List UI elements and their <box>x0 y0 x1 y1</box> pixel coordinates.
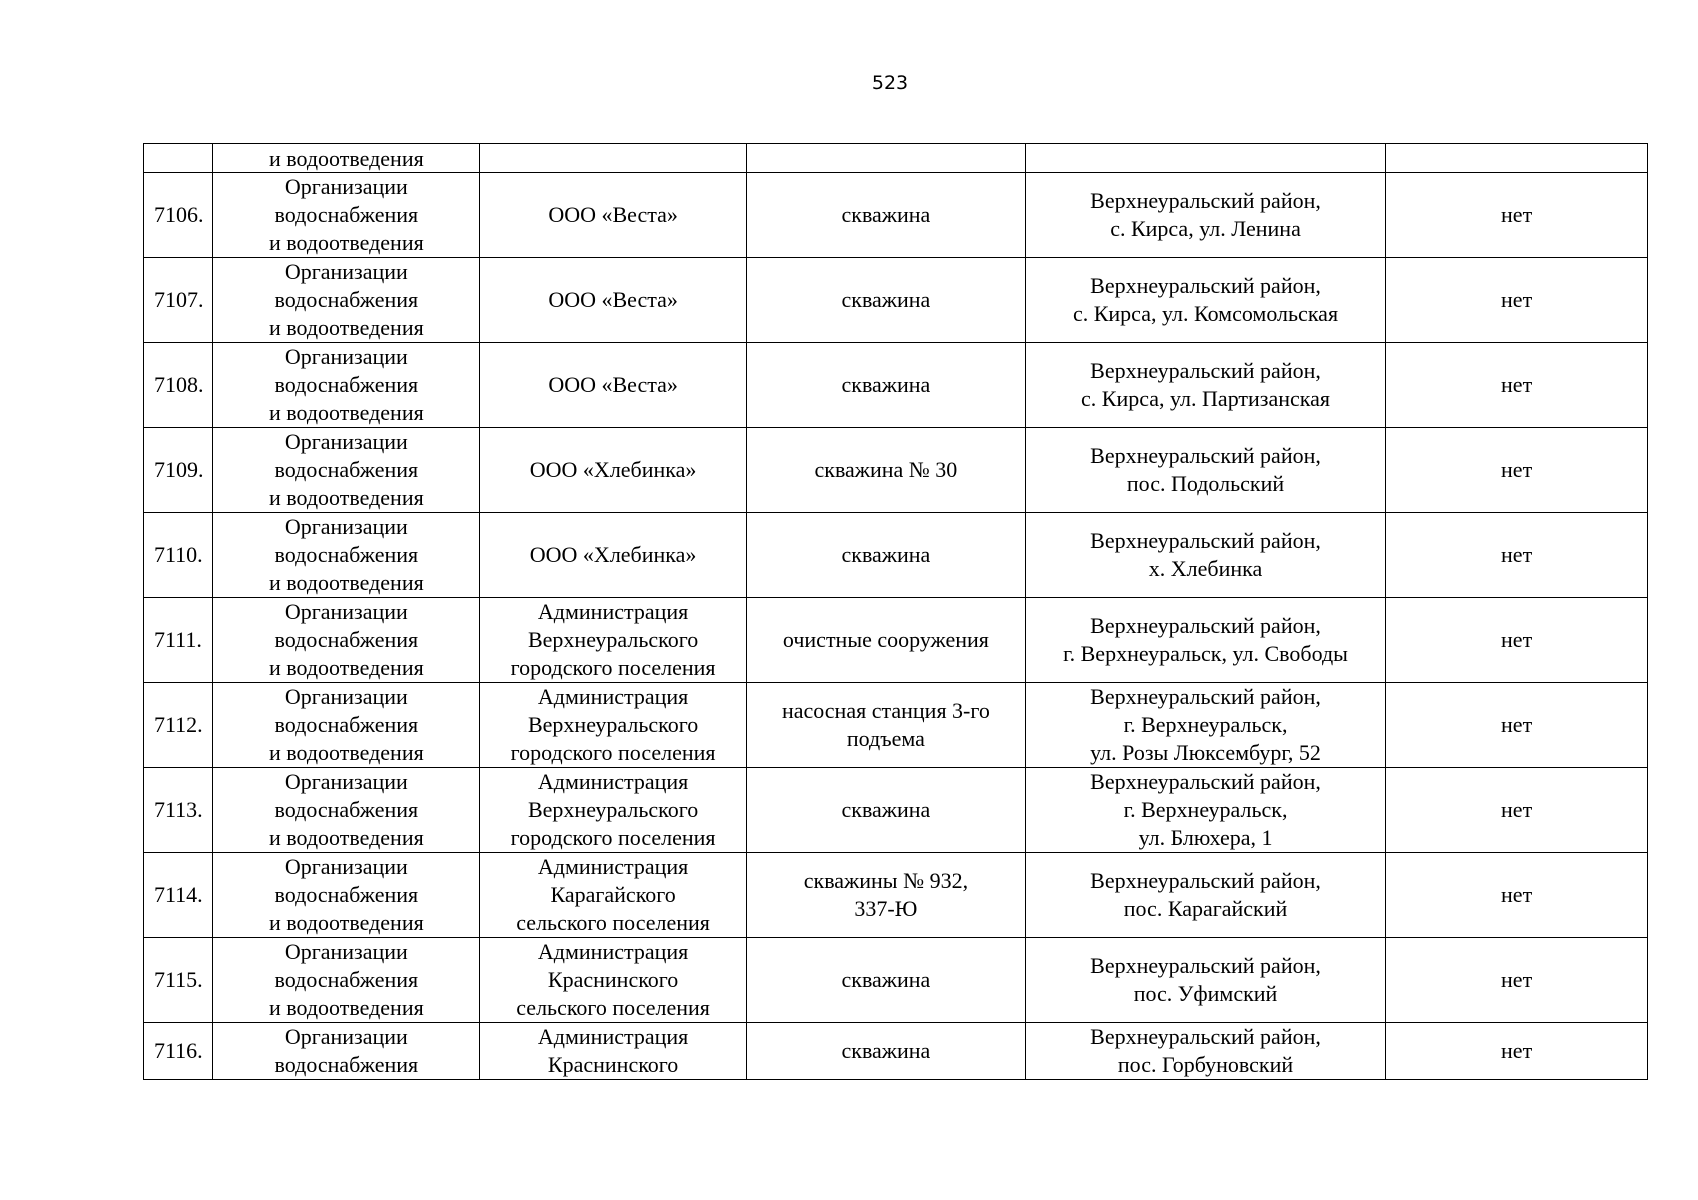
cell-address: Верхнеуральский район, с. Кирса, ул. Партизанская <box>1025 343 1385 428</box>
cell-category: Организации водоснабжения и водоотведения <box>213 853 480 938</box>
cell-address: Верхнеуральский район, пос. Карагайский <box>1025 853 1385 938</box>
table-row <box>144 938 1648 1023</box>
cell-status: нет <box>1386 1023 1648 1080</box>
cell-object: скважина <box>746 513 1025 598</box>
cell-organization: Администрация Краснинского сельского поселения <box>480 938 747 1023</box>
cell-category: Организации водоснабжения и водоотведения <box>213 938 480 1023</box>
table-row <box>144 768 1648 853</box>
cell-status: нет <box>1386 343 1648 428</box>
table-row <box>144 343 1648 428</box>
table-row <box>144 598 1648 683</box>
cell-number: 7107. <box>144 258 213 343</box>
cell-organization <box>480 144 747 173</box>
cell-number: 7106. <box>144 173 213 258</box>
cell-address: Верхнеуральский район, пос. Подольский <box>1025 428 1385 513</box>
cell-address <box>1025 144 1385 173</box>
cell-object: скважина <box>746 343 1025 428</box>
cell-status: нет <box>1386 258 1648 343</box>
cell-address: Верхнеуральский район, с. Кирса, ул. Ленина <box>1025 173 1385 258</box>
cell-status: нет <box>1386 938 1648 1023</box>
registry-table <box>143 143 1648 1080</box>
page-number: 523 <box>871 72 909 94</box>
cell-object: скважина <box>746 1023 1025 1080</box>
cell-category: и водоотведения <box>213 144 480 173</box>
cell-organization: ООО «Веста» <box>480 258 747 343</box>
table-row <box>144 513 1648 598</box>
cell-organization: Администрация Верхнеуральского городского поселения <box>480 598 747 683</box>
cell-number: 7113. <box>144 768 213 853</box>
cell-status: нет <box>1386 683 1648 768</box>
cell-number: 7109. <box>144 428 213 513</box>
cell-object: скважина <box>746 173 1025 258</box>
cell-address: Верхнеуральский район, х. Хлебинка <box>1025 513 1385 598</box>
cell-organization: ООО «Хлебинка» <box>480 428 747 513</box>
cell-object: насосная станция 3-го подъема <box>746 683 1025 768</box>
registry-table-body <box>144 144 1648 1080</box>
cell-number: 7111. <box>144 598 213 683</box>
cell-category: Организации водоснабжения и водоотведения <box>213 428 480 513</box>
cell-category: Организации водоснабжения <box>213 1023 480 1080</box>
cell-organization: Администрация Карагайского сельского поселения <box>480 853 747 938</box>
cell-address: Верхнеуральский район, пос. Уфимский <box>1025 938 1385 1023</box>
table-row <box>144 853 1648 938</box>
cell-object: скважина <box>746 938 1025 1023</box>
cell-number <box>144 144 213 173</box>
cell-object <box>746 144 1025 173</box>
cell-number: 7108. <box>144 343 213 428</box>
cell-status: нет <box>1386 513 1648 598</box>
cell-organization: ООО «Хлебинка» <box>480 513 747 598</box>
table-row <box>144 258 1648 343</box>
cell-status: нет <box>1386 598 1648 683</box>
table-row <box>144 428 1648 513</box>
cell-organization: Администрация Верхнеуральского городского поселения <box>480 683 747 768</box>
cell-address: Верхнеуральский район, г. Верхнеуральск, ул. Розы Люксембург, 52 <box>1025 683 1385 768</box>
cell-address: Верхнеуральский район, г. Верхнеуральск, ул. Свободы <box>1025 598 1385 683</box>
cell-category: Организации водоснабжения и водоотведения <box>213 173 480 258</box>
cell-status: нет <box>1386 173 1648 258</box>
cell-address: Верхнеуральский район, г. Верхнеуральск, ул. Блюхера, 1 <box>1025 768 1385 853</box>
cell-organization: Администрация Верхнеуральского городского поселения <box>480 768 747 853</box>
cell-category: Организации водоснабжения и водоотведения <box>213 598 480 683</box>
cell-organization: ООО «Веста» <box>480 343 747 428</box>
cell-status <box>1386 144 1648 173</box>
cell-category: Организации водоснабжения и водоотведения <box>213 258 480 343</box>
table-row <box>144 683 1648 768</box>
cell-status: нет <box>1386 853 1648 938</box>
cell-address: Верхнеуральский район, с. Кирса, ул. Комсомольская <box>1025 258 1385 343</box>
cell-object: очистные сооружения <box>746 598 1025 683</box>
cell-number: 7114. <box>144 853 213 938</box>
table-row <box>144 1023 1648 1080</box>
cell-category: Организации водоснабжения и водоотведения <box>213 683 480 768</box>
cell-address: Верхнеуральский район, пос. Горбуновский <box>1025 1023 1385 1080</box>
cell-object: скважина <box>746 258 1025 343</box>
cell-number: 7112. <box>144 683 213 768</box>
cell-number: 7115. <box>144 938 213 1023</box>
cell-object: скважина <box>746 768 1025 853</box>
cell-category: Организации водоснабжения и водоотведения <box>213 343 480 428</box>
cell-category: Организации водоснабжения и водоотведения <box>213 513 480 598</box>
cell-status: нет <box>1386 768 1648 853</box>
cell-number: 7110. <box>144 513 213 598</box>
cell-organization: ООО «Веста» <box>480 173 747 258</box>
continuation-row <box>144 144 1648 173</box>
cell-object: скважина № 30 <box>746 428 1025 513</box>
cell-number: 7116. <box>144 1023 213 1080</box>
table-row <box>144 173 1648 258</box>
cell-object: скважины № 932, 337-Ю <box>746 853 1025 938</box>
cell-status: нет <box>1386 428 1648 513</box>
cell-organization: Администрация Краснинского <box>480 1023 747 1080</box>
cell-category: Организации водоснабжения и водоотведения <box>213 768 480 853</box>
